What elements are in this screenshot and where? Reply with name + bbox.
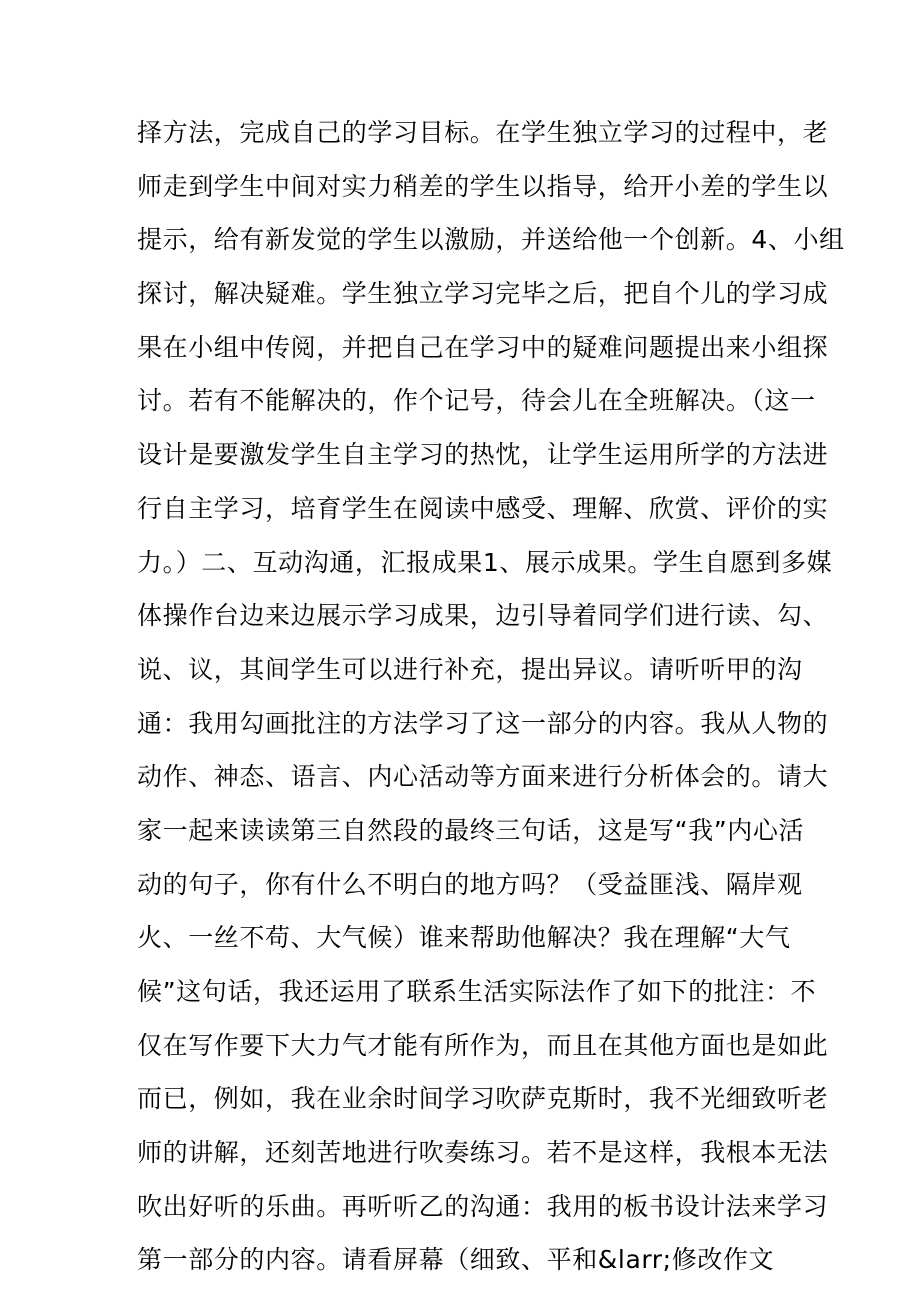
text-line: 果在小组中传阅，并把自己在学习中的疑难问题提出来小组探 [137, 332, 829, 362]
text-line: 讨。若有不能解决的，作个记号，待会儿在全班解决。（这一 [137, 386, 816, 416]
text-line: 师走到学生中间对实力稍差的学生以指导，给开小差的学生以 [137, 171, 829, 201]
text-line: 提示，给有新发觉的学生以激励，并送给他一个创新。4、小组 [137, 225, 845, 255]
text-line: 探讨，解决疑难。学生独立学习完毕之后，把自个儿的学习成 [137, 279, 829, 309]
text-line: 体操作台边来边展示学习成果，边引导着同学们进行读、勾、 [137, 601, 829, 631]
text-line: 说、议，其间学生可以进行补充，提出异议。请听听甲的沟 [137, 654, 803, 684]
text-line: 吹出好听的乐曲。再听听乙的沟通：我用的板书设计法来学习 [137, 1191, 829, 1221]
text-line: 仅在写作要下大力气才能有所作为，而且在其他方面也是如此 [137, 1030, 829, 1060]
text-line: 第一部分的内容。请看屏幕（细致、平和&larr;修改作文 [137, 1245, 775, 1275]
text-line: 火、一丝不苟、大气候）谁来帮助他解决？我在理解“大气 [137, 923, 791, 953]
text-line: 家一起来读读第三自然段的最终三句话，这是写“我”内心活 [137, 815, 805, 845]
text-line: 择方法，完成自己的学习目标。在学生独立学习的过程中，老 [137, 118, 829, 147]
text-line: 力。）二、互动沟通，汇报成果1、展示成果。学生自愿到多媒 [137, 547, 833, 577]
text-line: 通：我用勾画批注的方法学习了这一部分的内容。我从人物的 [137, 708, 829, 738]
text-line: 师的讲解，还刻苦地进行吹奏练习。若不是这样，我根本无法 [137, 1138, 829, 1168]
text-line: 行自主学习，培育学生在阅读中感受、理解、欣赏、评价的实 [137, 493, 829, 523]
text-line: 设计是要激发学生自主学习的热忱，让学生运用所学的方法进 [137, 440, 829, 470]
text-line: 动的句子，你有什么不明白的地方吗？（受益匪浅、隔岸观 [137, 869, 803, 899]
text-line: 候”这句话，我还运用了联系生活实际法作了如下的批注：不 [137, 977, 817, 1006]
body-text [137, 106, 845, 1287]
text-line: 动作、神态、语言、内心活动等方面来进行分析体会的。请大 [137, 762, 829, 792]
text-line: 而已，例如，我在业余时间学习吹萨克斯时，我不光细致听老 [137, 1084, 829, 1114]
